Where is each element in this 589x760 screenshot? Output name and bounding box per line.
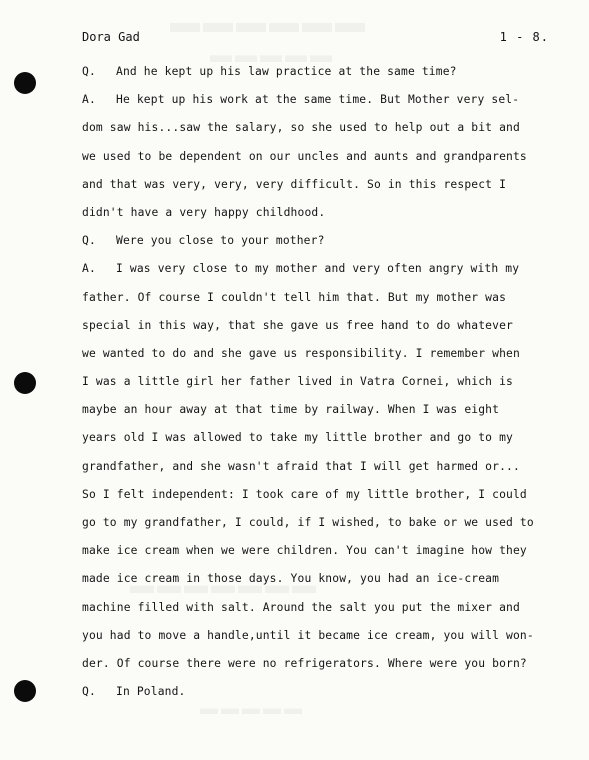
line-text: der. Of course there were no refrigerators. Where were you born? bbox=[82, 656, 527, 670]
line-text: dom saw his...saw the salary, so she used to help out a bit and bbox=[82, 121, 520, 135]
transcript-line bbox=[82, 622, 552, 650]
punch-hole-middle bbox=[14, 372, 36, 394]
line-text: made ice cream in those days. You know, you had an ice-cream bbox=[82, 572, 500, 586]
punch-hole-top bbox=[14, 72, 36, 94]
punch-hole-bottom bbox=[14, 680, 36, 702]
transcript-line bbox=[82, 509, 552, 537]
line-text: grandfather, and she wasn't afraid that I will get harmed or... bbox=[82, 459, 520, 473]
line-text: special in this way, that she gave us free hand to do whatever bbox=[82, 318, 513, 332]
line-text: maybe an hour away at that time by railway. When I was eight bbox=[82, 403, 500, 417]
transcript-line bbox=[82, 678, 552, 706]
speaker-label: Q. bbox=[82, 234, 96, 248]
transcript-line bbox=[82, 227, 552, 255]
transcript-line bbox=[82, 199, 552, 227]
transcript-line bbox=[82, 143, 552, 171]
transcript-line bbox=[82, 594, 552, 622]
line-text: And he kept up his law practice at the same time? bbox=[116, 65, 457, 78]
line-text: machine filled with salt. Around the salt you put the mixer and bbox=[82, 600, 520, 614]
line-text: years old I was allowed to take my little brother and go to my bbox=[82, 431, 513, 445]
line-text: He kept up his work at the same time. But Mother very sel- bbox=[116, 93, 520, 107]
transcript-line bbox=[82, 284, 552, 312]
transcript-line bbox=[82, 171, 552, 199]
transcript-line bbox=[82, 340, 552, 368]
speaker-label: Q. bbox=[82, 65, 96, 78]
transcript-line bbox=[82, 396, 552, 424]
line-text: make ice cream when we were children. You can't imagine how they bbox=[82, 544, 527, 558]
line-text: I was very close to my mother and very often angry with my bbox=[116, 262, 520, 276]
transcript-line bbox=[82, 368, 552, 396]
speaker-label: A. bbox=[82, 93, 96, 107]
transcript-line bbox=[82, 424, 552, 452]
line-text: we wanted to do and she gave us responsibility. I remember when bbox=[82, 346, 520, 360]
line-text: In Poland. bbox=[116, 685, 186, 699]
transcript-line bbox=[82, 453, 552, 481]
line-text: go to my grandfather, I could, if I wished, to bake or we used to bbox=[82, 516, 534, 529]
transcript-line bbox=[82, 86, 552, 114]
page-header bbox=[82, 30, 549, 50]
transcript-line bbox=[82, 481, 552, 509]
line-text: father. Of course I couldn't tell him that. But my mother was bbox=[82, 290, 507, 304]
line-text: So I felt independent: I took care of my little brother, I could bbox=[82, 487, 527, 501]
line-text: and that was very, very, very difficult. So in this respect I bbox=[82, 177, 507, 191]
transcript-line bbox=[82, 312, 552, 340]
line-text: Were you close to your mother? bbox=[116, 234, 325, 248]
line-text: didn't have a very happy childhood. bbox=[82, 205, 326, 219]
transcript-line bbox=[82, 255, 552, 283]
transcript-line bbox=[82, 537, 552, 565]
speaker-label: A. bbox=[82, 262, 96, 276]
transcript-body bbox=[82, 58, 552, 706]
line-text: I was a little girl her father lived in Vatra Cornei, which is bbox=[82, 375, 513, 389]
interviewee-name: Dora Gad bbox=[82, 30, 140, 44]
page-number: 1 - 8. bbox=[499, 30, 549, 44]
transcript-line bbox=[82, 650, 552, 678]
line-text: you had to move a handle,until it became ice cream, you will won- bbox=[82, 628, 534, 642]
transcript-line bbox=[82, 114, 552, 142]
line-text: we used to be dependent on our uncles and aunts and grandparents bbox=[82, 149, 527, 163]
speaker-label: Q. bbox=[82, 685, 96, 699]
transcript-line bbox=[82, 58, 552, 86]
transcript-line bbox=[82, 565, 552, 593]
